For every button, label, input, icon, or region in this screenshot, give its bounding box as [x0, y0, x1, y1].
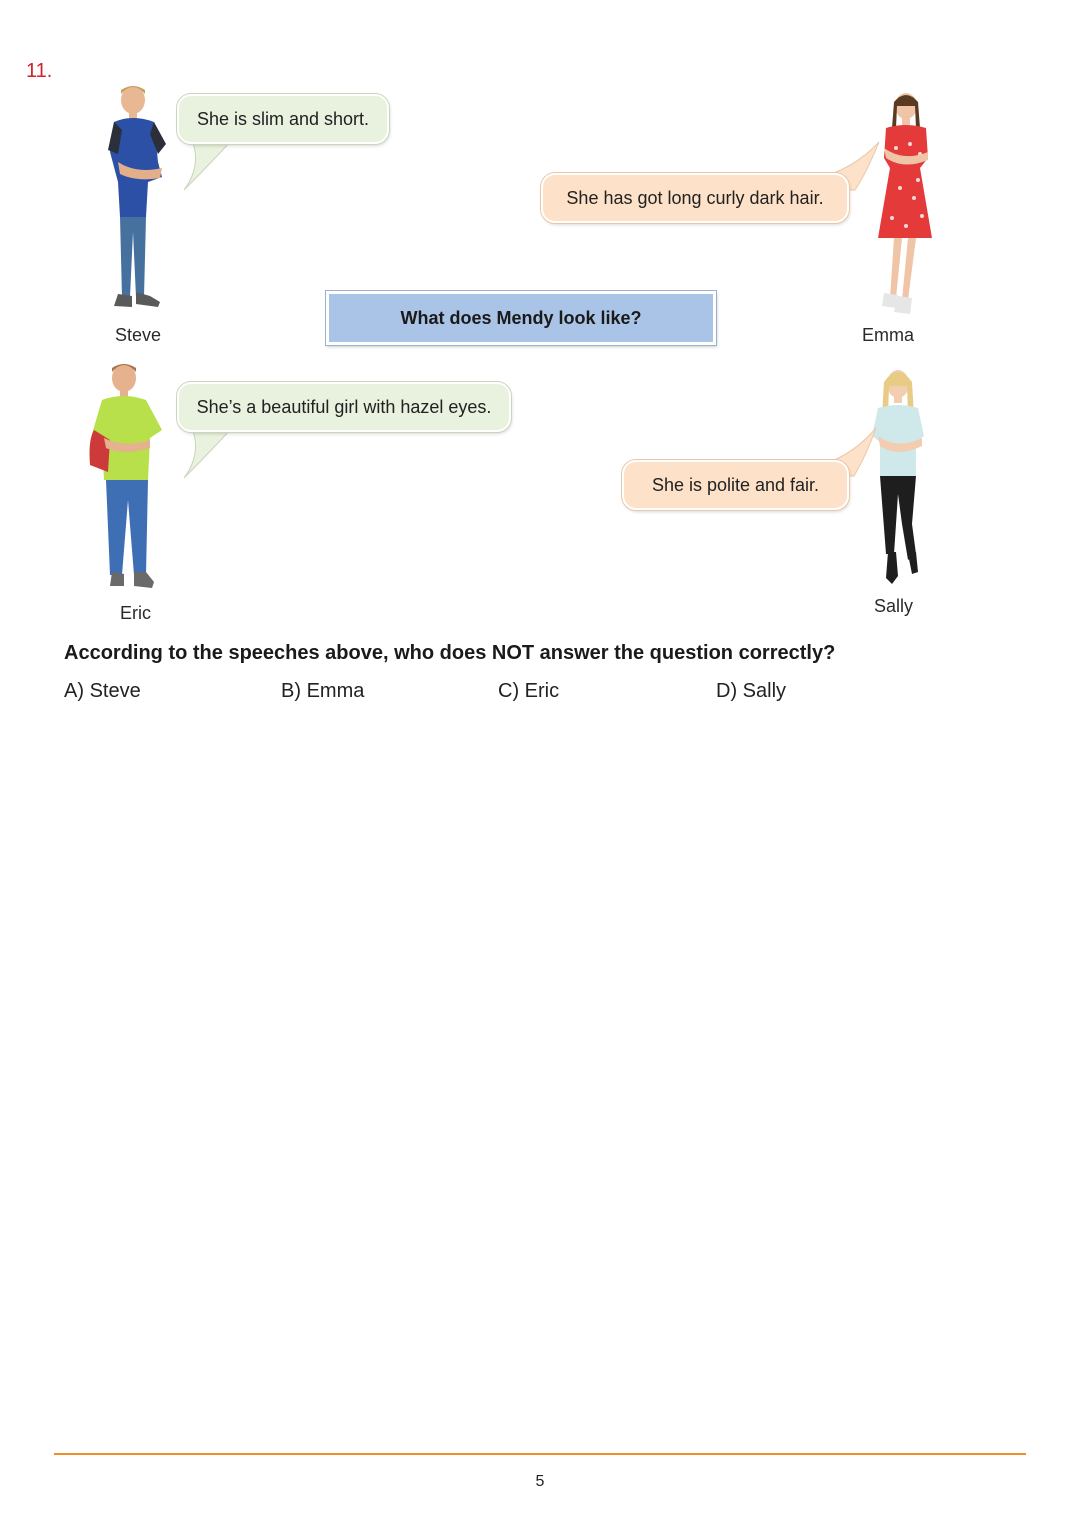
option-letter: C) [498, 680, 520, 702]
option-text: Emma [306, 680, 365, 702]
person-name-emma: Emma [862, 325, 915, 345]
option-a[interactable] [64, 680, 141, 703]
eric-figure [84, 360, 180, 592]
question-stem: According to the speeches above, who does NOT answer the question correctly? [64, 642, 836, 664]
speech-bubble-emma: She has got long curly dark hair. [541, 173, 849, 223]
option-letter: A) [64, 680, 84, 702]
speech-tail-steve [180, 136, 240, 196]
speech-bubble-steve: She is slim and short. [177, 94, 389, 144]
page-number: 5 [535, 1473, 545, 1490]
footer-rule [54, 1453, 1026, 1455]
option-b[interactable] [281, 680, 364, 703]
option-text: Eric [524, 680, 560, 702]
emma-figure [848, 88, 938, 323]
person-name-eric: Eric [120, 603, 151, 623]
person-name-steve: Steve [115, 325, 162, 345]
option-text: Sally [742, 680, 787, 702]
option-text: Steve [89, 680, 141, 702]
speech-bubble-sally: She is polite and fair. [622, 460, 849, 510]
speech-bubble-eric: She’s a beautiful girl with hazel eyes. [177, 382, 511, 432]
steve-figure [100, 82, 180, 317]
question-prompt-box: What does Mendy look like? [326, 291, 716, 345]
option-letter: B) [281, 680, 301, 702]
person-name-sally: Sally [874, 596, 914, 616]
question-number: 11. [26, 60, 53, 82]
option-letter: D) [716, 680, 738, 702]
option-c[interactable] [498, 680, 559, 703]
option-d[interactable] [716, 680, 786, 703]
speech-tail-eric [180, 424, 240, 484]
